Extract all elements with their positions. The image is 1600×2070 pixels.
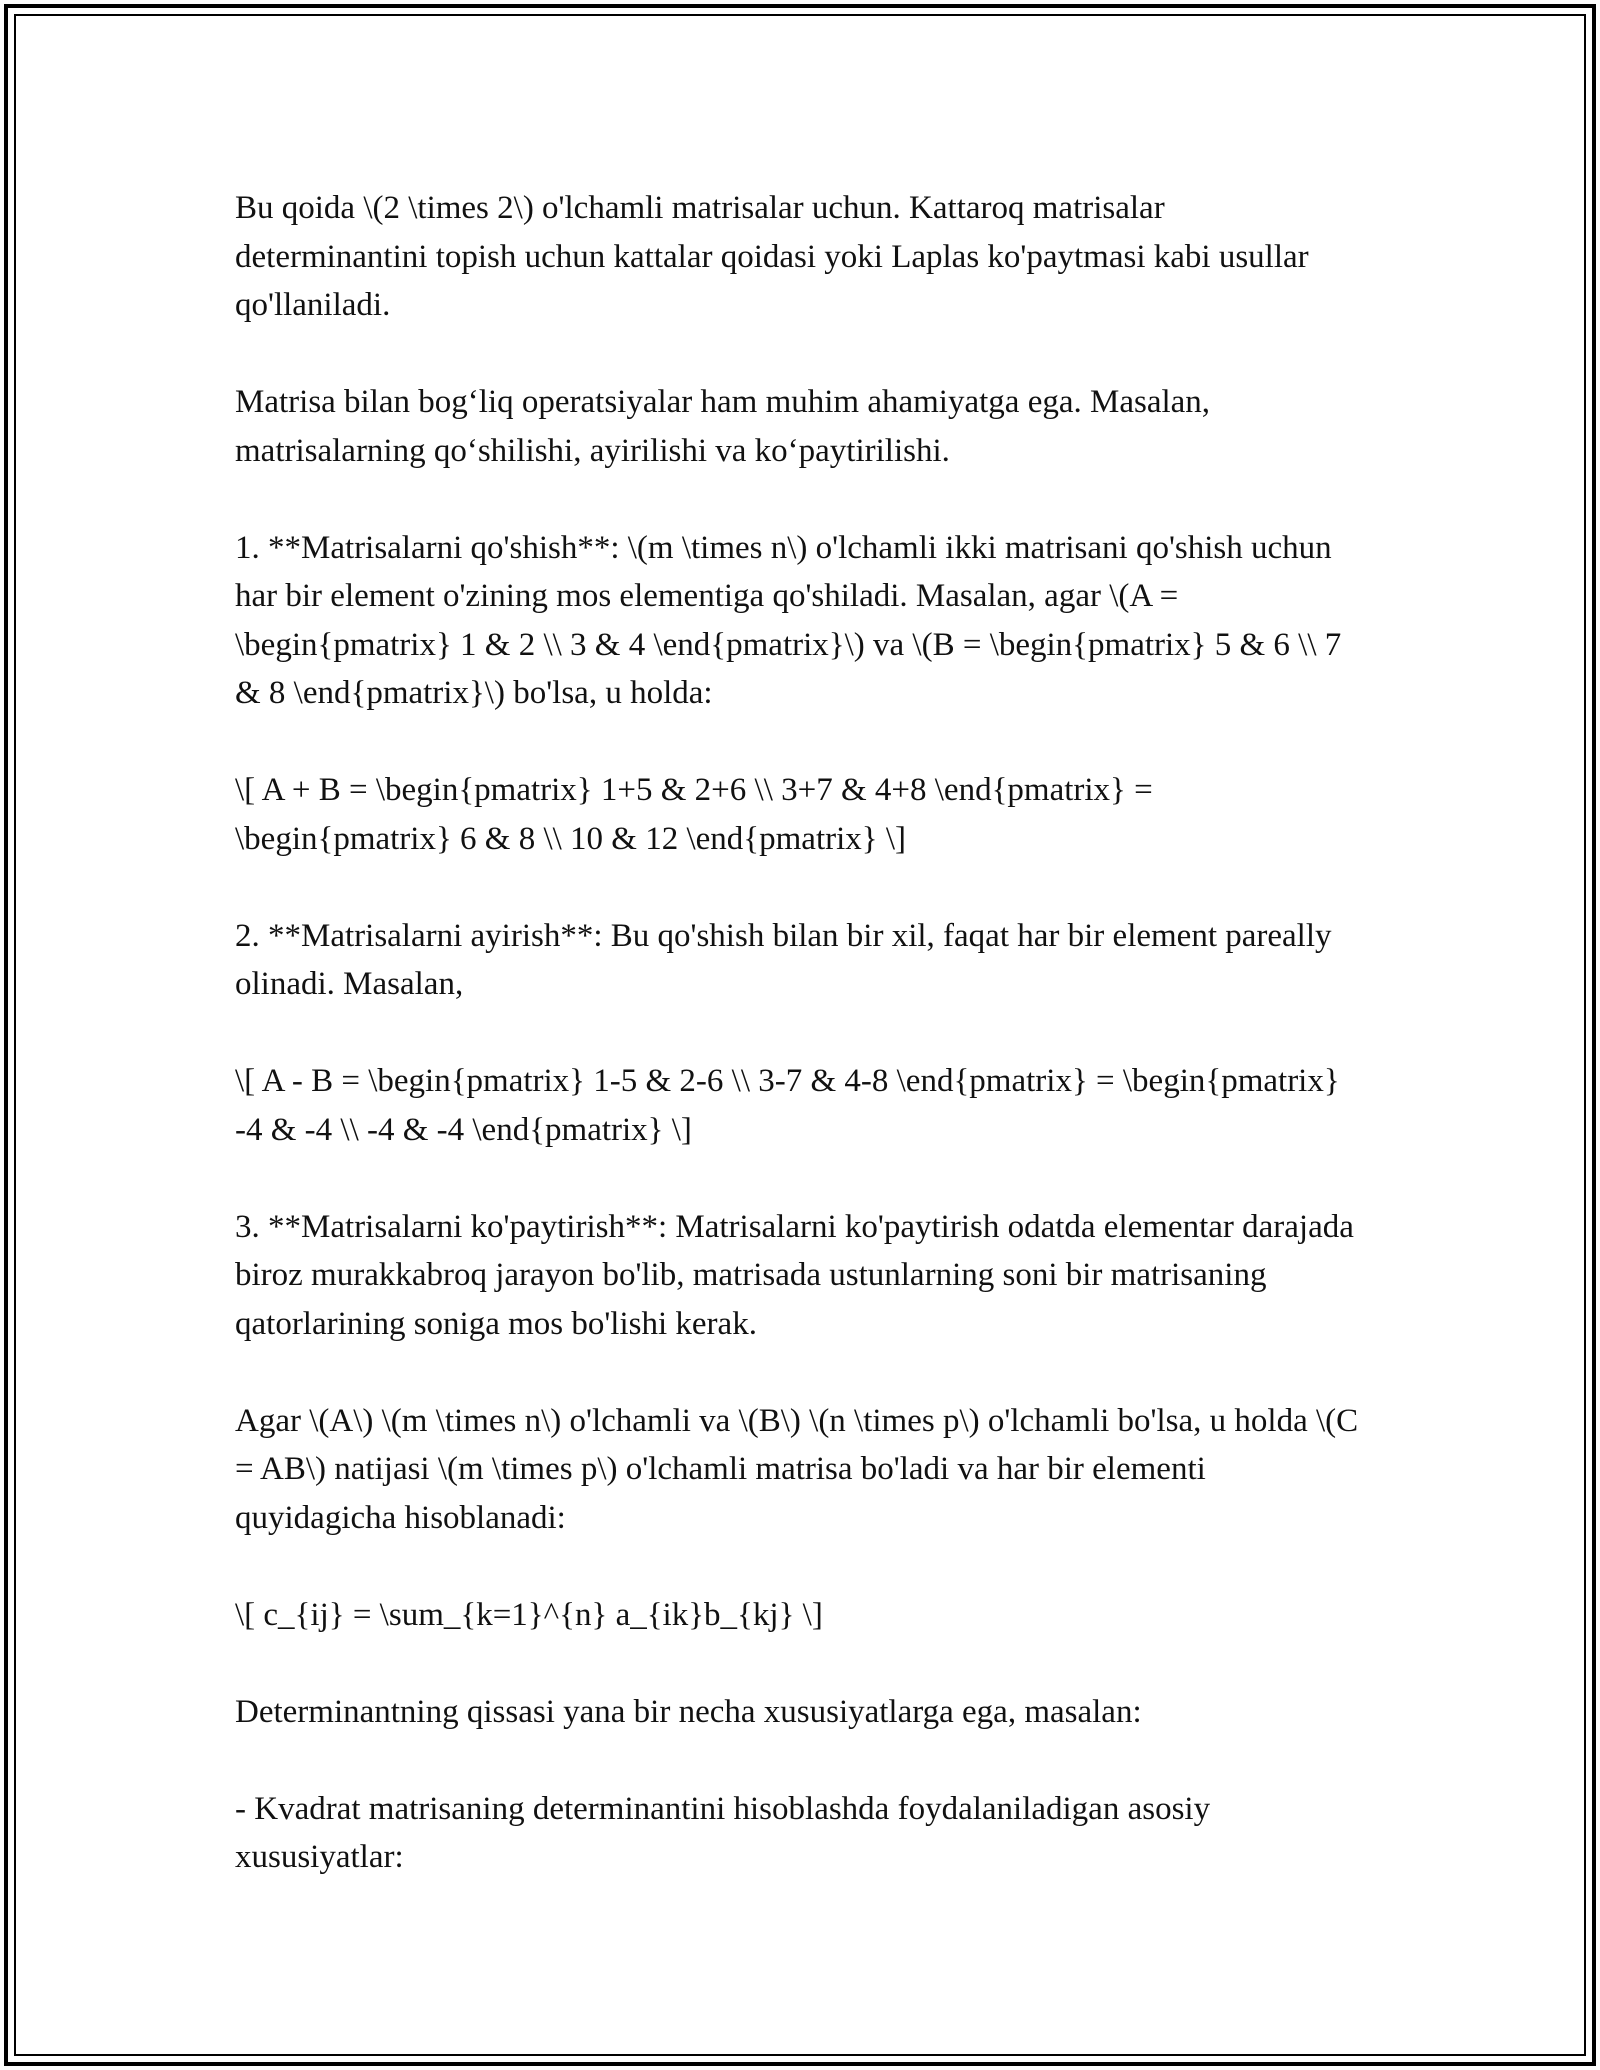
paragraph-2x2-rule: Bu qoida \(2 \times 2\) o'lchamli matrisalar uchun. Kattaroq matrisalar determinantini topish uchun kattalar qoidasi yoki Laplas ko'paytmasi kabi usullar qo'llaniladi. [235, 190, 1309, 323]
paragraph-matrix-multiplication: 3. **Matrisalarni ko'paytirish**: Matrisalarni ko'paytirish odatda elementar darajada biroz murakkabroq jarayon bo'lib, matrisada ustunlarning soni bir matrisaning qatorlarining soniga mos bo'lishi kerak. [235, 1208, 1354, 1342]
list-item-square-matrix: - Kvadrat matrisaning determinantini hisoblashda foydalaniladigan asosiy xususiyatlar: [235, 1790, 1211, 1875]
formula-addition: \[ A + B = \begin{pmatrix} 1+5 & 2+6 \\ 3+7 & 4+8 \end{pmatrix} = \begin{pmatrix} 6 & 8 \\ 10 & 12 \end{pmatrix} \] [235, 772, 1153, 857]
paragraph-matrix-operations: Matrisa bilan bog‘liq operatsiyalar ham muhim ahamiyatga ega. Masalan, matrisalarning qo‘shilishi, ayirilishi va ko‘paytirilishi. [235, 384, 1211, 469]
document-body [235, 184, 1365, 1882]
paragraph-matrix-subtraction: 2. **Matrisalarni ayirish**: Bu qo'shish bilan bir xil, faqat har bir element pareally olinadi. Masalan, [235, 917, 1332, 1002]
formula-subtraction: \[ A - B = \begin{pmatrix} 1-5 & 2-6 \\ 3-7 & 4-8 \end{pmatrix} = \begin{pmatrix} -4 & -4 \\ -4 & -4 \end{pmatrix} \] [235, 1063, 1340, 1148]
formula-product-element: \[ c_{ij} = \sum_{k=1}^{n} a_{ik}b_{kj} \] [235, 1596, 823, 1633]
paragraph-determinant-properties: Determinantning qissasi yana bir necha xususiyatlarga ega, masalan: [235, 1693, 1142, 1730]
paragraph-product-dimensions: Agar \(A\) \(m \times n\) o'lchamli va \(B\) \(n \times p\) o'lchamli bo'lsa, u holda \(C = AB\) natijasi \(m \times p\) o'lchamli matrisa bo'ladi va har bir elementi quyidagicha hisoblanadi: [235, 1402, 1359, 1536]
paragraph-matrix-addition: 1. **Matrisalarni qo'shish**: \(m \times n\) o'lchamli ikki matrisani qo'shish uchun har bir element o'zining mos elementiga qo'shiladi. Masalan, agar \(A = \begin{pmatrix} 1 & 2 \\ 3 & 4 \end{pmatrix}\) va \(B = \begin{pmatrix} 5 & 6 \\ 7 & 8 \end{pmatrix}\) bo'lsa, u holda: [235, 529, 1342, 711]
